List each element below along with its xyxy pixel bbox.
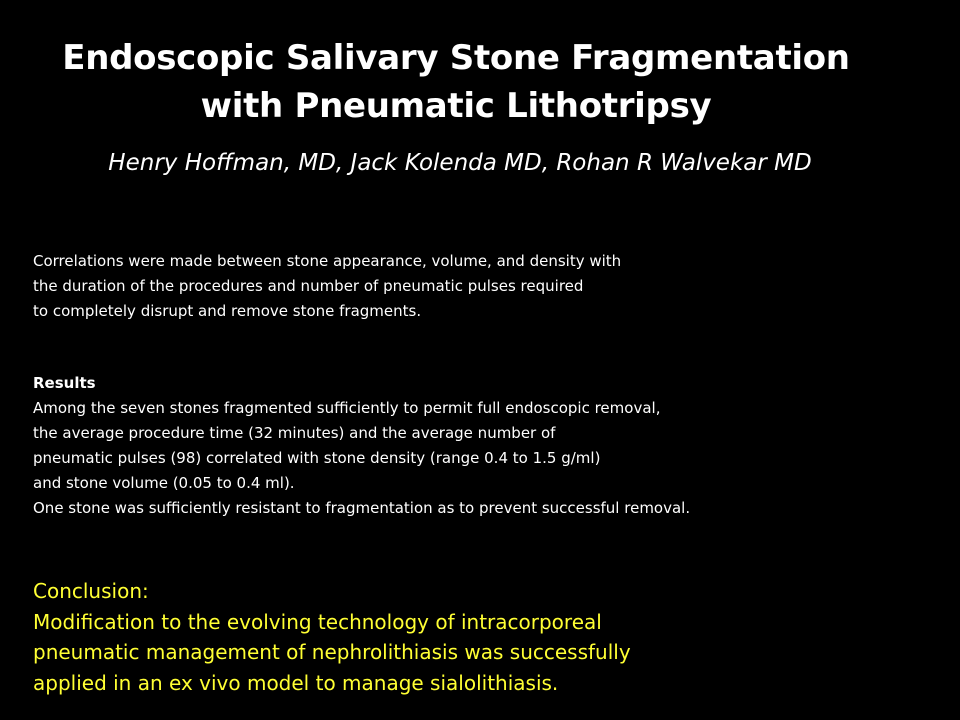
title-line-1: Endoscopic Salivary Stone Fragmentation [62, 38, 850, 78]
conclusion-section [33, 576, 631, 698]
conclusion-line: pneumatic management of nephrolithiasis was successfully [33, 640, 631, 664]
results-heading: Results [33, 374, 96, 392]
results-line: the average procedure time (32 minutes) and the average number of [33, 424, 556, 442]
intro-paragraph [33, 249, 621, 324]
slide-title [0, 34, 912, 130]
results-line: Among the seven stones fragmented sufficiently to permit full endoscopic removal, [33, 399, 661, 417]
intro-line: to completely disrupt and remove stone fragments. [33, 302, 422, 320]
results-line: One stone was sufficiently resistant to fragmentation as to prevent successful removal. [33, 499, 691, 517]
results-section [33, 371, 690, 521]
results-line: and stone volume (0.05 to 0.4 ml). [33, 474, 295, 492]
title-line-2: with Pneumatic Lithotripsy [200, 86, 712, 126]
intro-line: the duration of the procedures and number of pneumatic pulses required [33, 277, 584, 295]
authors-line: Henry Hoffman, MD, Jack Kolenda MD, Rohan R Walvekar MD [108, 150, 812, 176]
intro-line: Correlations were made between stone appearance, volume, and density with [33, 252, 622, 270]
conclusion-line: Modification to the evolving technology of intracorporeal [33, 609, 602, 634]
results-line: pneumatic pulses (98) correlated with stone density (range 0.4 to 1.5 g/ml) [33, 449, 601, 467]
conclusion-line: applied in an ex vivo model to manage sialolithiasis. [33, 670, 559, 695]
conclusion-heading: Conclusion: [33, 579, 149, 603]
